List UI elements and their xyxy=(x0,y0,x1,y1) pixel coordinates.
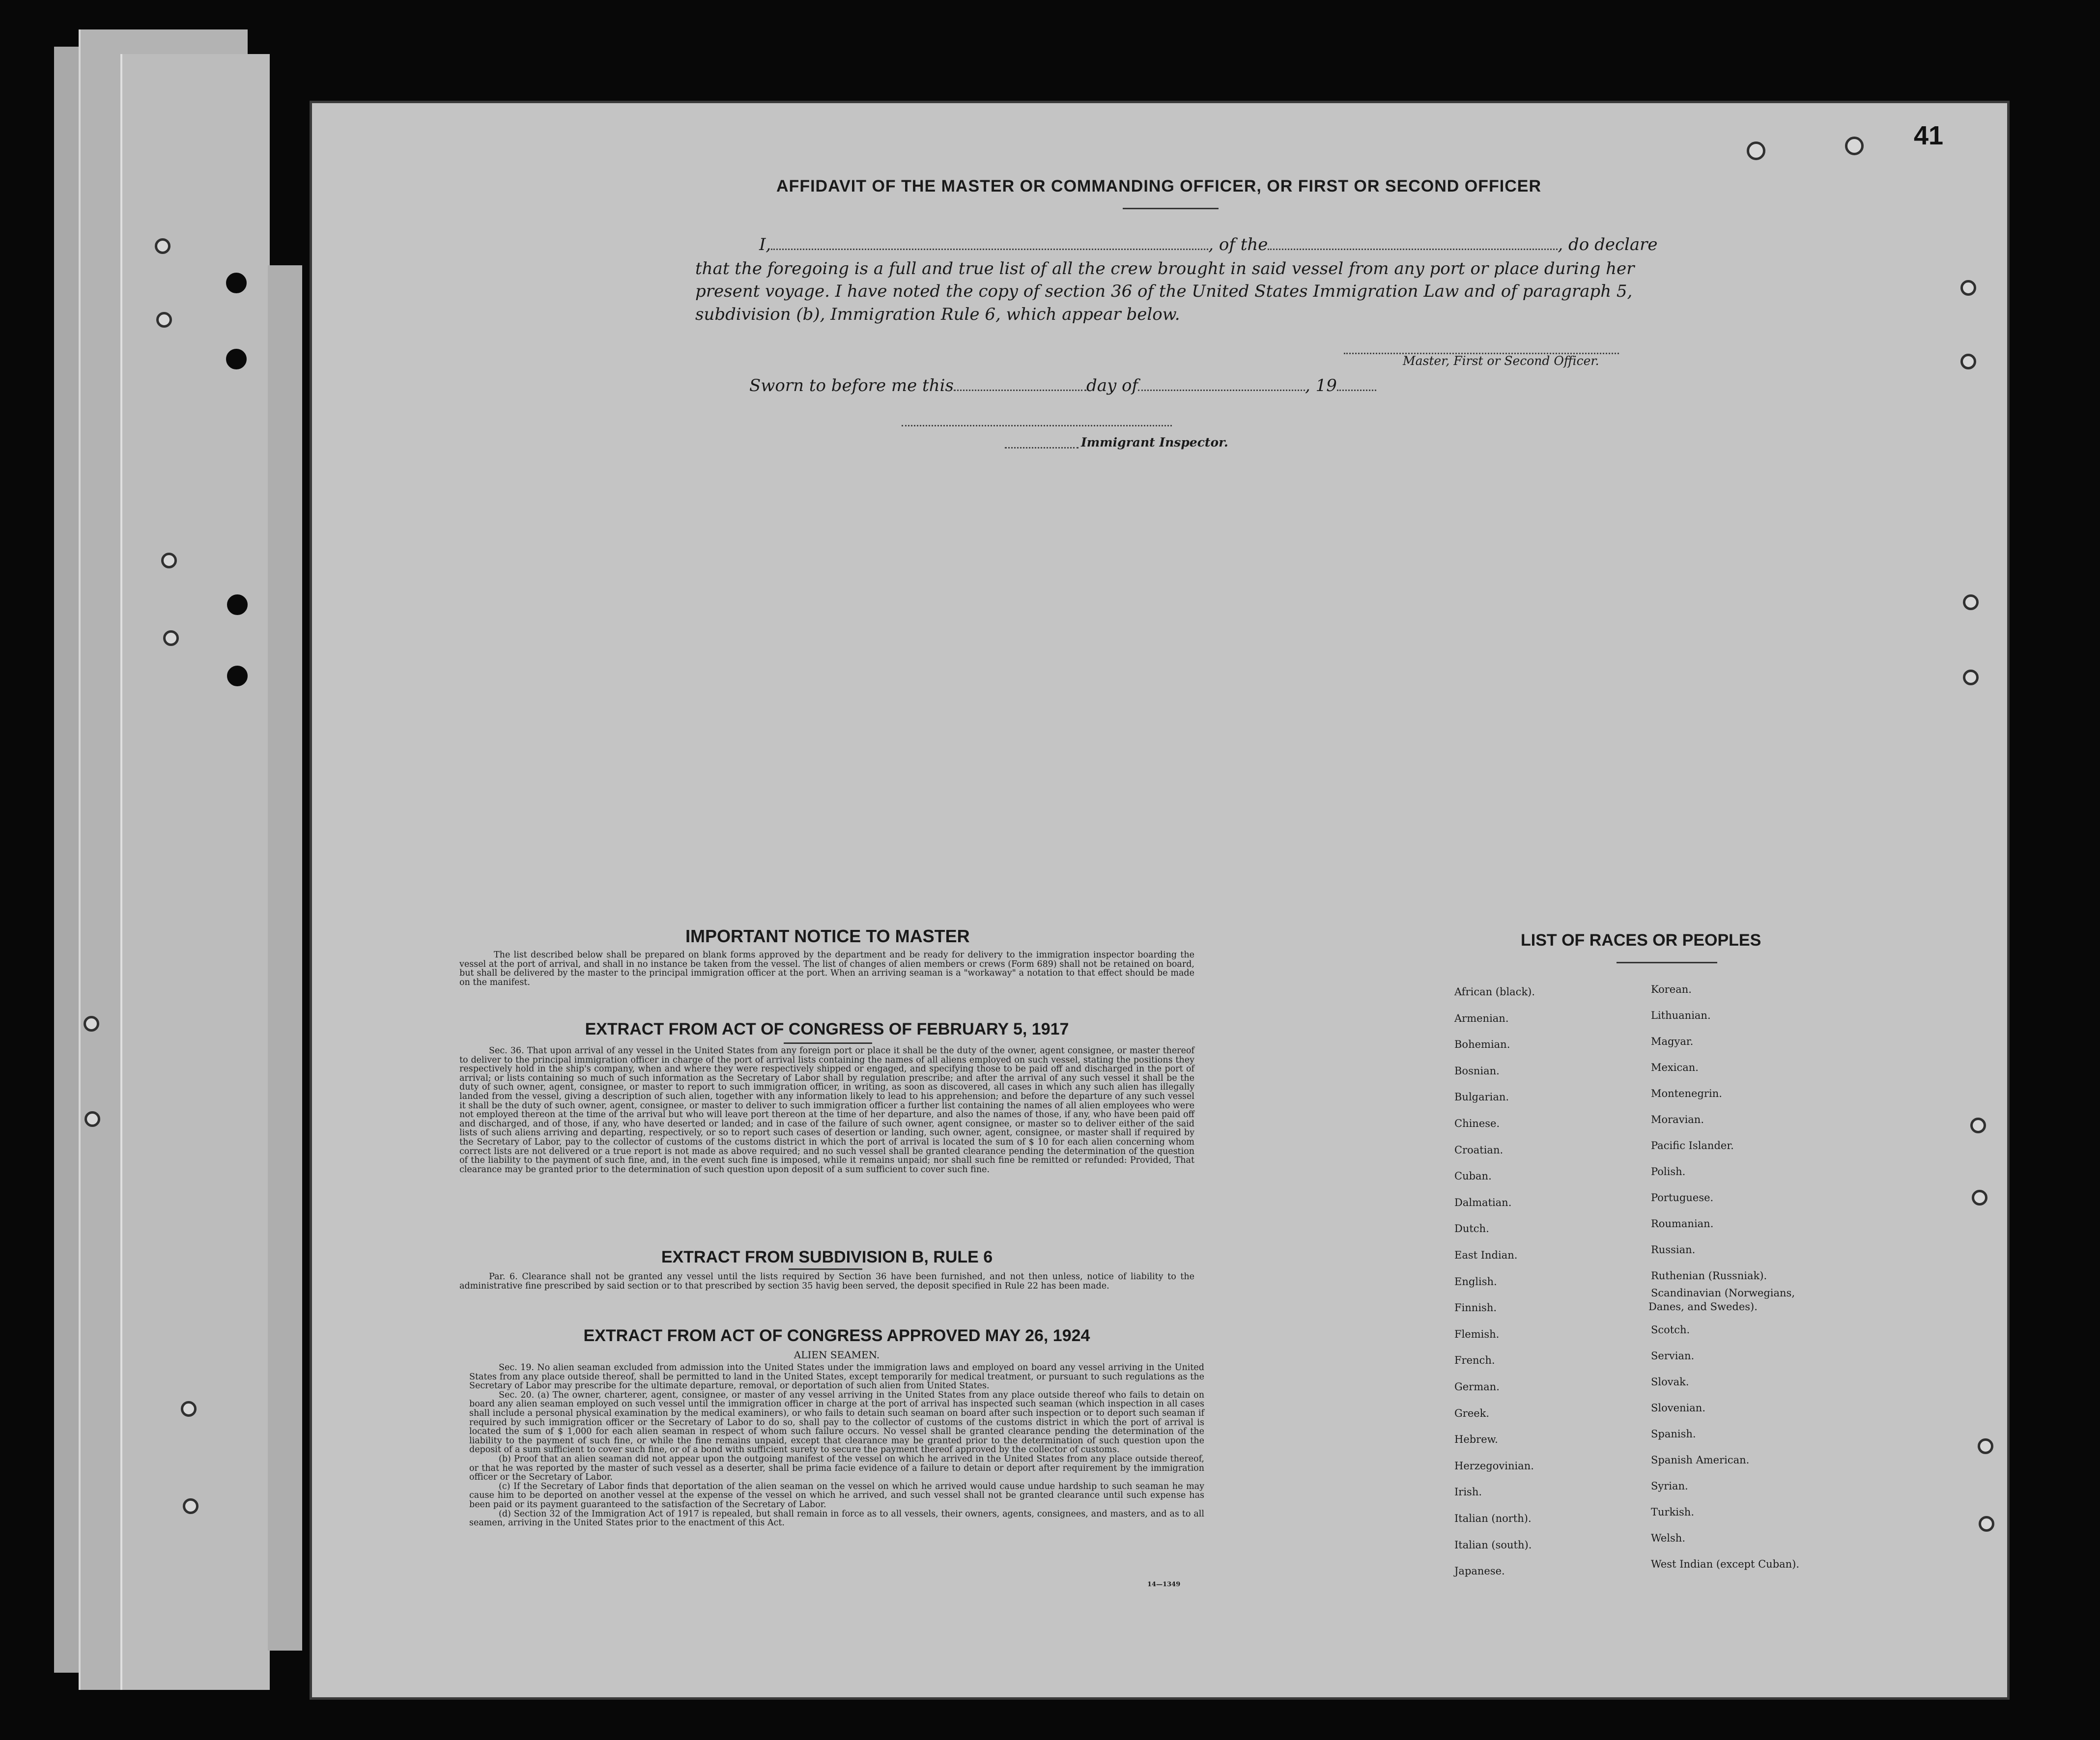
vessel-name-field[interactable] xyxy=(1268,249,1558,250)
extract-1917-title: EXTRACT FROM ACT OF CONGRESS OF FEBRUARY 5, 1917 xyxy=(585,1020,1069,1038)
race-item: Danes, and Swedes). xyxy=(1648,1301,1758,1313)
sec20a-text: Sec. 20. (a) The owner, charterer, agent, consignee, or master of any vessel arriving in the United States from any place outside thereof who fails to detain on board any alien seaman employed on such vessel until the immigration officer in charge at the port of arrival has inspected such seaman (which inspection in all cases shall include a personal physical examination by the medical examiners), or who fails to detain such seaman on board after such inspection or to deport such seaman if required by such immigration officer or the Secretary of Labor to do so, shall pay to the collector of customs of the customs district in which the port of arrival is located the sum of $ 1,000 for each alien seaman in respect of whom such failure occurs. No vessel shall be granted clearance pending the determination of the liability to the payment of such fine, or while the fine remains unpaid, except that clearance may be granted prior to the determination of such question upon the deposit of a sum sufficient to cover such fine, or of a bond with sufficient surety to secure the payment thereof approved by the collector of customs. xyxy=(469,1390,1204,1455)
sworn-text: Sworn to before me this xyxy=(749,376,954,395)
race-item: Ruthenian (Russniak). xyxy=(1651,1270,1767,1282)
race-item: Korean. xyxy=(1651,983,1692,995)
margin-mark: 41 xyxy=(1914,121,1944,150)
race-item: Russian. xyxy=(1651,1244,1696,1256)
year-text: , 19 xyxy=(1305,376,1337,395)
sec20d-text: (d) Section 32 of the Immigration Act of 1917 is repealed, but shall remain in force as to all vessels, their owners, agents, consignees, and masters, and as to all seamen, arriving in the United States prior to the enactment of this Act. xyxy=(469,1509,1204,1528)
punch-hole xyxy=(85,1111,100,1127)
master-signature-label: Master, First or Second Officer. xyxy=(1403,354,1599,368)
declarant-name-field[interactable] xyxy=(771,249,1208,250)
punch-hole xyxy=(1845,137,1864,155)
punch-hole xyxy=(155,238,170,254)
race-item: Moravian. xyxy=(1651,1114,1704,1125)
day-of-text: day of xyxy=(1086,376,1138,395)
race-item: African (black). xyxy=(1454,986,1535,998)
race-item: Roumanian. xyxy=(1651,1218,1714,1230)
race-item: Finnish. xyxy=(1454,1302,1497,1314)
punch-hole xyxy=(1960,280,1976,296)
punch-hole xyxy=(227,594,248,615)
race-item: Dalmatian. xyxy=(1454,1196,1512,1208)
race-item: Lithuanian. xyxy=(1651,1010,1711,1021)
race-item: French. xyxy=(1454,1354,1495,1367)
race-item: Portuguese. xyxy=(1651,1192,1714,1204)
race-item: Spanish. xyxy=(1651,1428,1696,1440)
race-item: Dutch. xyxy=(1454,1223,1489,1235)
sworn-day-field[interactable] xyxy=(954,390,1086,391)
punch-hole xyxy=(1972,1190,1987,1206)
punch-hole xyxy=(183,1498,199,1514)
race-item: English. xyxy=(1454,1275,1497,1288)
races-rule xyxy=(1617,962,1717,963)
affidavit-line4: subdivision (b), Immigration Rule 6, which appear below. xyxy=(695,305,1180,324)
race-item: Slovenian. xyxy=(1651,1402,1705,1414)
punch-hole xyxy=(84,1016,99,1032)
notice-text: The list described below shall be prepared on blank forms approved by the department and be ready for delivery to the immigration inspector boarding the vessel at the port of arrival, and shall in no instance be taken from the vessel. The list of changes of alien members or crews (Form 689) shall not be retained on board, but shall be delivered by the master to the principal immigration officer at the port. When an arriving seaman is a "workaway" a notation to that effect should be made on the manifest. xyxy=(459,950,1194,987)
race-item: Mexican. xyxy=(1651,1062,1699,1073)
punch-hole xyxy=(226,349,247,369)
race-item: Chinese. xyxy=(1454,1118,1500,1129)
punch-hole xyxy=(1970,1118,1986,1133)
rule6-title: EXTRACT FROM SUBDIVISION B, RULE 6 xyxy=(661,1248,993,1266)
race-item: Spanish American. xyxy=(1651,1454,1750,1466)
extract-1924-title: EXTRACT FROM ACT OF CONGRESS APPROVED MAY 26, 1924 xyxy=(583,1326,1090,1345)
punch-hole xyxy=(156,312,172,328)
notice-title: IMPORTANT NOTICE TO MASTER xyxy=(685,926,970,946)
declare-text: , do declare xyxy=(1558,235,1658,254)
section-rule xyxy=(789,1268,862,1270)
sworn-year-field[interactable] xyxy=(1337,390,1376,391)
races-title: LIST OF RACES OR PEOPLES xyxy=(1521,931,1761,950)
inspector-dots xyxy=(1005,447,1078,449)
form-code: 14—1349 xyxy=(1147,1581,1181,1588)
punch-hole xyxy=(1979,1516,1994,1532)
vessel-prefix: , of the xyxy=(1208,235,1268,254)
form-page xyxy=(310,101,2010,1700)
race-item: West Indian (except Cuban). xyxy=(1651,1558,1800,1570)
sworn-line xyxy=(749,376,1376,395)
race-item: Bohemian. xyxy=(1454,1038,1510,1051)
race-item: Bulgarian. xyxy=(1454,1091,1509,1103)
race-item: Greek. xyxy=(1454,1407,1490,1419)
race-item: Slovak. xyxy=(1651,1376,1689,1388)
race-item: Cuban. xyxy=(1454,1170,1492,1182)
affidavit-line2: that the foregoing is a full and true list of all the crew brought in said vessel from any port or place during her xyxy=(695,259,1635,279)
affidavit-title: AFFIDAVIT OF THE MASTER OR COMMANDING OFFICER, OR FIRST OR SECOND OFFICER xyxy=(776,177,1541,196)
page-edge xyxy=(120,54,270,1690)
sec19-text: Sec. 19. No alien seaman excluded from admission into the United States under the immigration laws and employed on board any vessel arriving in the United States from any place outside thereof, shall be permitted to land in the United States, except temporarily for medical treatment, or pursuant to such regulations as the Secretary of Labor may prescribe for the ultimate departure, removal, or deportation of such alien from United States. xyxy=(469,1363,1204,1391)
race-item: Welsh. xyxy=(1651,1532,1685,1544)
affidavit-line3: present voyage. I have noted the copy of section 36 of the United States Immigration Law and of paragraph 5, xyxy=(695,281,1633,301)
sec20c-text: (c) If the Secretary of Labor finds that deportation of the alien seaman on the vessel on which he arrived would cause undue hardship to such seaman he may cause him to be deported on another vessel at the expense of the vessel on which he arrived, and such vessel shall not be granted clearance until such expense has been paid or its payment guaranteed to the satisfaction of the Secretary of Labor. xyxy=(469,1481,1204,1510)
race-item: Magyar. xyxy=(1651,1036,1694,1047)
inspector-label: Immigrant Inspector. xyxy=(1081,435,1228,449)
punch-hole xyxy=(1978,1438,1993,1454)
punch-hole xyxy=(161,553,177,568)
race-item: Japanese. xyxy=(1454,1565,1505,1577)
race-item: Scotch. xyxy=(1651,1324,1690,1336)
race-item: Scandinavian (Norwegians, xyxy=(1651,1287,1795,1299)
declarant-prefix: I, xyxy=(759,235,771,254)
punch-hole xyxy=(181,1401,197,1417)
race-item: Herzegovinian. xyxy=(1454,1459,1534,1472)
race-item: Servian. xyxy=(1651,1350,1695,1362)
race-item: Syrian. xyxy=(1651,1480,1688,1492)
punch-hole xyxy=(1963,594,1979,610)
sec20b-text: (b) Proof that an alien seaman did not appear upon the outgoing manifest of the vessel on which he arrived in the United States from any place outside thereof, or that he was reported by the master of such vessel as a deserter, shall be prima facie evidence of a failure to detain or deport after requirement by the immigration officer or the Secretary of Labor. xyxy=(469,1454,1204,1483)
race-item: East Indian. xyxy=(1454,1249,1518,1261)
punch-hole xyxy=(163,630,179,646)
rule6-text: Par. 6. Clearance shall not be granted any vessel until the lists required by Section 36 have been furnished, and not then unless, notice of liability to the administrative fine prescribed by said section or to that prescribed by section 35 havig been served, the deposit specified in Rule 22 has been made. xyxy=(459,1272,1194,1291)
punch-hole xyxy=(226,273,247,293)
punch-hole xyxy=(1960,354,1976,369)
inspector-signature-line[interactable] xyxy=(902,425,1172,426)
race-item: Bosnian. xyxy=(1454,1065,1500,1077)
punch-hole xyxy=(227,666,248,686)
extract-1924-subtitle: ALIEN SEAMEN. xyxy=(794,1349,880,1361)
race-item: Italian (north). xyxy=(1454,1513,1532,1524)
race-item: Flemish. xyxy=(1454,1328,1500,1340)
race-item: Hebrew. xyxy=(1454,1433,1498,1446)
sworn-month-field[interactable] xyxy=(1138,390,1305,391)
race-item: Croatian. xyxy=(1454,1144,1504,1156)
punch-hole xyxy=(1747,141,1765,160)
punch-hole xyxy=(1963,670,1979,685)
race-item: Polish. xyxy=(1651,1166,1686,1178)
section-rule xyxy=(784,1042,872,1044)
page-edge xyxy=(268,265,302,1651)
race-item: Italian (south). xyxy=(1454,1539,1532,1551)
affidavit-line1 xyxy=(759,235,1658,254)
race-item: Armenian. xyxy=(1454,1012,1509,1024)
extract-1917-text: Sec. 36. That upon arrival of any vessel in the United States from any foreign port or place it shall be the duty of the owner, agent consignee, or master thereof to deliver to the principal immigration officer in charge of the port of arrival lists containing the names of all aliens employed on such vessel, stating the positions they respectively hold in the ship's company, when and where they were respectively shipped or engaged, and specifying those to be paid off and discharged in the port of arrival; or lists containing so much of such information as the Secretary of Labor shall by regulation prescribe; and after the arrival of any such vessel it shall be the duty of such owner, agent, consignee, or master to report to such immigration officer, in writing, as soon as discovered, all cases in which any such alien has illegally landed from the vessel, giving a description of such alien, together with any information likely to lead to his apprehension; and before the departure of any such vessel it shall be the duty of such owner, agent, consignee, or master to deliver to such immigration officer a further list containing the names of all alien employees who were not employed thereon at the time of the arrival but who will leave port thereon at the time of her departure, and also the names of those, if any, who have been paid off and discharged, and of those, if any, who have deserted or landed; and in case of the failure of such owner, agent consignee, or master so to deliver either of the said lists of such aliens arriving and departing, respectively, or so to report such cases of desertion or landing, such owner, agent, consignee, or master shall if required by the Secretary of Labor, pay to the collector of customs of the customs district in which the port of arrival is located the sum of $ 10 for each alien concerning whom correct lists are not delivered or a true report is not made as above required; and no such vessel shall be granted clearance pending the determination of the question of the liability to the payment of such fine, and, in the event such fine is imposed, while it remains unpaid; nor shall such fine be remitted or refunded: Provided, That clearance may be granted prior to the determination of such question upon deposit of a sum sufficient to cover such fine. xyxy=(459,1046,1194,1175)
race-item: German. xyxy=(1454,1381,1500,1393)
race-item: Turkish. xyxy=(1651,1506,1694,1518)
race-item: Montenegrin. xyxy=(1651,1088,1722,1099)
extract-1924-body xyxy=(469,1363,1204,1528)
race-item: Pacific Islander. xyxy=(1651,1140,1734,1151)
race-item: Irish. xyxy=(1454,1486,1482,1498)
title-rule xyxy=(1123,208,1219,209)
